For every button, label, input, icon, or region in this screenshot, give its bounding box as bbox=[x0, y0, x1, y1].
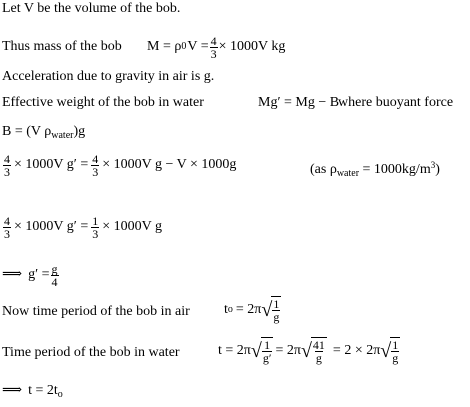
effective-weight-text: Effective weight of the bob in water bbox=[2, 95, 204, 110]
fraction: $\frac{41}{g}$ bbox=[312, 338, 325, 365]
fraction: $\frac{4}{3}$ bbox=[4, 151, 10, 179]
air-period-label bbox=[2, 304, 190, 320]
rho-subscript: 0 bbox=[181, 41, 187, 52]
fraction: $\frac{1}{g}$ bbox=[273, 297, 280, 324]
square-root: √ $\frac{1}{g}$ bbox=[261, 297, 280, 324]
buoyant-force-text: where buoyant force bbox=[338, 95, 454, 110]
mass-eq-part: M = ρ bbox=[147, 39, 182, 54]
implies-arrow: ⟹ bbox=[2, 383, 23, 398]
fraction: $\frac{1}{g'}$ bbox=[262, 338, 272, 365]
air-period-equation: t o = 2π √ $\frac{1}{g}$ bbox=[224, 297, 280, 324]
water-period-equation: t = 2π √ $\frac{1}{g'}$ = 2π √ $\frac{41}{g}$ = 2 × 2π √ $\frac{1}{g}$ bbox=[218, 338, 399, 365]
fraction: $\frac{g}{4}$ bbox=[51, 261, 58, 289]
square-root: √ $\frac{1}{g}$ bbox=[380, 338, 399, 365]
final-result: ⟹ $t = 2t_o$ bbox=[2, 383, 63, 400]
mass-eq-part: V = bbox=[187, 39, 209, 54]
fraction: $\frac{1}{3}$ bbox=[92, 213, 99, 241]
effective-weight-label bbox=[2, 95, 204, 111]
implies-arrow: ⟹ bbox=[2, 267, 23, 282]
effective-weight-eq: Mg′ = Mg − B bbox=[258, 95, 340, 110]
gravity-line bbox=[2, 69, 214, 85]
fraction: $\frac{4}{3}$ bbox=[210, 33, 217, 61]
mass-label bbox=[2, 39, 122, 55]
gravity-text: Acceleration due to gravity in air is g. bbox=[2, 69, 215, 84]
simplified-equation: $\frac{4}{3}$ × 1000V g′ = $\frac{1}{3}$ × 1000V g bbox=[4, 213, 162, 241]
square-root: √ $\frac{1}{g'}$ bbox=[250, 338, 272, 365]
water-subscript: water bbox=[51, 130, 74, 141]
mass-equation bbox=[147, 30, 285, 64]
mass-eq-part: × 1000V kg bbox=[218, 39, 286, 54]
density-note: (as $\rho_{water} = 1000kg/m^3$) bbox=[310, 160, 440, 179]
mass-label-text: Thus mass of the bob bbox=[2, 39, 122, 54]
water-period-label bbox=[2, 345, 180, 361]
water-period-text: Time period of the bob in water bbox=[2, 345, 180, 360]
square-root: √ $\frac{41}{g}$ bbox=[300, 338, 325, 365]
effective-gravity-result: ⟹ g′ = $\frac{g}{4}$ bbox=[2, 261, 58, 289]
air-period-text: Now time period of the bob in air bbox=[2, 304, 190, 319]
buoyant-force-equation: B = (V $\rho_{water})g$ bbox=[2, 124, 86, 141]
effective-weight-equation bbox=[258, 95, 339, 111]
fraction: $\frac{4}{3}$ bbox=[92, 151, 99, 179]
intro-text: Let V be the volume of the bob. bbox=[2, 1, 181, 16]
intro-line bbox=[2, 1, 180, 17]
fraction: $\frac{1}{g}$ bbox=[392, 338, 399, 365]
buoyant-force-label bbox=[338, 95, 453, 111]
fraction: $\frac{4}{3}$ bbox=[4, 213, 10, 241]
force-balance-equation: $\frac{4}{3}$ × 1000V g′ = $\frac{4}{3}$ × 1000V g − V × 1000g bbox=[4, 151, 237, 179]
